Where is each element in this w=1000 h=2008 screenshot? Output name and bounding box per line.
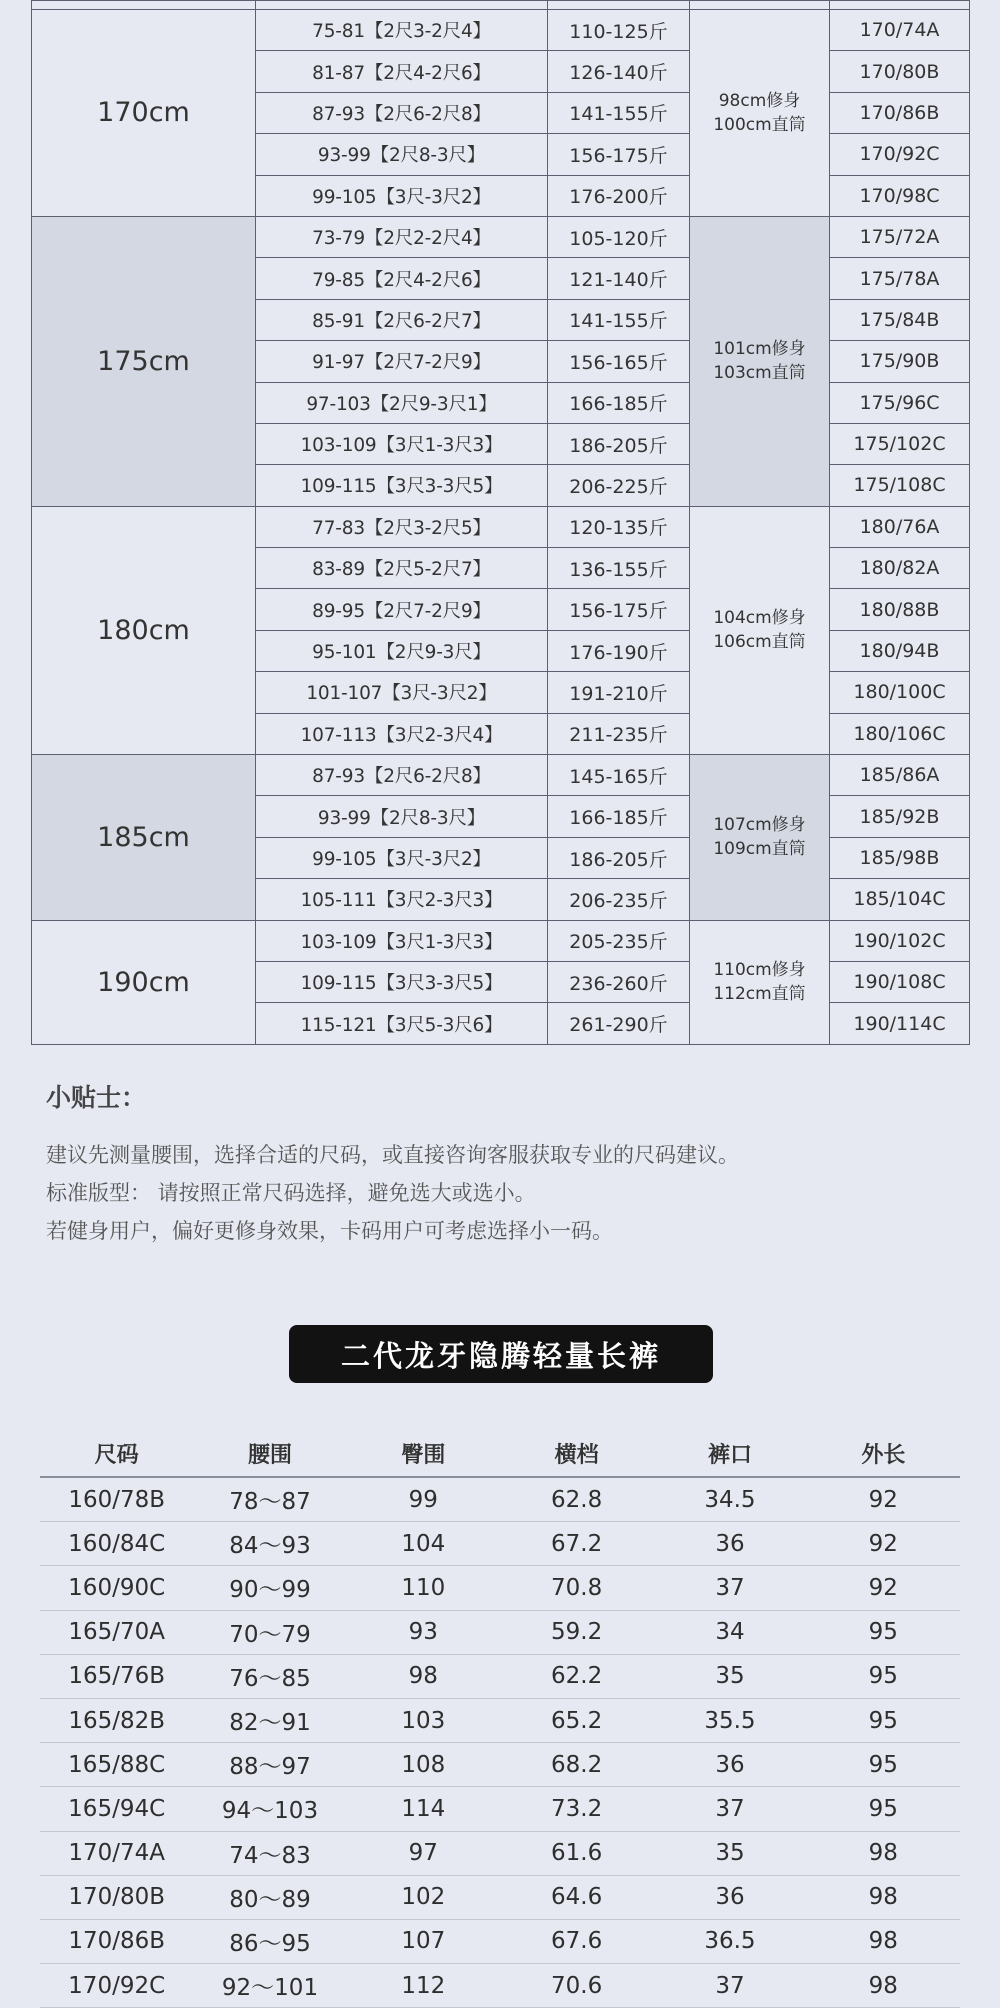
waist-cell: 81-87【2尺4-2尺6】 — [256, 51, 548, 92]
weight-cell: 120-135斤 — [548, 506, 690, 547]
leg-opening-cell: 34 — [653, 1610, 806, 1654]
waist-cell: 79-85【2尺4-2尺6】 — [256, 258, 548, 299]
waist-cell: 75-81【2尺3-2尺4】 — [256, 10, 548, 51]
weight-cell: 145-165斤 — [548, 755, 690, 796]
leg-opening-cell: 37 — [653, 1566, 806, 1610]
size-row — [32, 920, 970, 961]
waist-cell: 92～101 — [193, 1964, 346, 2008]
length-slim: 110cm修身 — [713, 960, 806, 981]
outer-length-cell: 92 — [807, 1566, 960, 1610]
waist-cell: 103-109【3尺1-3尺3】 — [256, 920, 548, 961]
waist-cell: 88～97 — [193, 1743, 346, 1787]
hip-cell: 98 — [347, 1654, 500, 1698]
weight-cell: 156-175斤 — [548, 589, 690, 630]
hip-cell: 108 — [347, 1743, 500, 1787]
size-code-cell: 175/72A — [830, 216, 970, 257]
size-cell: 165/88C — [40, 1743, 193, 1787]
waist-cell: 84～93 — [193, 1522, 346, 1566]
product-title: 二代龙牙隐腾轻量长裤 — [289, 1325, 713, 1383]
weight-cell: 186-205斤 — [548, 423, 690, 464]
table-top-edge — [32, 1, 970, 10]
weight-cell: 105-120斤 — [548, 216, 690, 257]
size-code-cell: 170/86B — [830, 92, 970, 133]
waist-cell: 82～91 — [193, 1698, 346, 1742]
header-thigh: 横档 — [500, 1430, 653, 1477]
pants-length-cell — [690, 10, 830, 217]
size-cell: 170/86B — [40, 1919, 193, 1963]
waist-cell: 93-99【2尺8-3尺】 — [256, 134, 548, 175]
size-cell: 165/70A — [40, 1610, 193, 1654]
size-row — [32, 506, 970, 547]
length-straight: 112cm直筒 — [713, 984, 806, 1005]
leg-opening-cell: 36 — [653, 1875, 806, 1919]
outer-length-cell: 98 — [807, 1919, 960, 1963]
hip-cell: 107 — [347, 1919, 500, 1963]
length-slim: 98cm修身 — [718, 90, 801, 111]
waist-cell: 70～79 — [193, 1610, 346, 1654]
table-row — [40, 1698, 960, 1742]
weight-cell: 156-175斤 — [548, 134, 690, 175]
size-code-cell: 190/114C — [830, 1003, 970, 1044]
size-code-cell: 175/84B — [830, 299, 970, 340]
height-cell: 185cm — [32, 755, 256, 921]
size-row — [32, 10, 970, 51]
size-cell: 170/74A — [40, 1831, 193, 1875]
size-code-cell: 190/102C — [830, 920, 970, 961]
header-hip: 臀围 — [347, 1430, 500, 1477]
waist-cell: 87-93【2尺6-2尺8】 — [256, 92, 548, 133]
hip-cell: 99 — [347, 1477, 500, 1522]
thigh-cell: 61.6 — [500, 1831, 653, 1875]
tips-line: 标准版型： 请按照正常尺码选择，避免选大或选小。 — [46, 1181, 536, 1205]
outer-length-cell: 92 — [807, 1522, 960, 1566]
table-row — [40, 1566, 960, 1610]
table-row — [40, 1875, 960, 1919]
length-slim: 104cm修身 — [713, 608, 806, 629]
weight-cell: 261-290斤 — [548, 1003, 690, 1044]
pants-length-cell — [690, 216, 830, 506]
waist-cell: 77-83【2尺3-2尺5】 — [256, 506, 548, 547]
size-cell: 165/82B — [40, 1698, 193, 1742]
weight-cell: 191-210斤 — [548, 672, 690, 713]
table-row — [40, 1522, 960, 1566]
length-slim: 101cm修身 — [713, 339, 806, 360]
hip-cell: 112 — [347, 1964, 500, 2008]
tips-section — [46, 1078, 966, 1250]
size-code-cell: 170/74A — [830, 10, 970, 51]
outer-length-cell: 95 — [807, 1743, 960, 1787]
size-code-cell: 185/98B — [830, 837, 970, 878]
leg-opening-cell: 36 — [653, 1522, 806, 1566]
weight-cell: 126-140斤 — [548, 51, 690, 92]
size-cell: 160/90C — [40, 1566, 193, 1610]
tips-line: 建议先测量腰围，选择合适的尺码，或直接咨询客服获取专业的尺码建议。 — [46, 1143, 739, 1167]
weight-cell: 121-140斤 — [548, 258, 690, 299]
size-code-cell: 170/92C — [830, 134, 970, 175]
waist-cell: 109-115【3尺3-3尺5】 — [256, 961, 548, 1002]
size-code-cell: 185/86A — [830, 755, 970, 796]
hip-cell: 97 — [347, 1831, 500, 1875]
thigh-cell: 70.8 — [500, 1566, 653, 1610]
weight-cell: 136-155斤 — [548, 548, 690, 589]
header-leg-opening: 裤口 — [653, 1430, 806, 1477]
waist-cell: 74～83 — [193, 1831, 346, 1875]
hip-cell: 104 — [347, 1522, 500, 1566]
weight-cell: 186-205斤 — [548, 837, 690, 878]
leg-opening-cell: 35 — [653, 1654, 806, 1698]
table-row — [40, 1743, 960, 1787]
weight-cell: 166-185斤 — [548, 382, 690, 423]
leg-opening-cell: 36 — [653, 1743, 806, 1787]
table-row — [40, 1831, 960, 1875]
leg-opening-cell: 37 — [653, 1787, 806, 1831]
size-code-cell: 175/90B — [830, 341, 970, 382]
outer-length-cell: 98 — [807, 1831, 960, 1875]
height-cell: 175cm — [32, 216, 256, 506]
leg-opening-cell: 37 — [653, 1964, 806, 2008]
waist-cell: 80～89 — [193, 1875, 346, 1919]
weight-cell: 141-155斤 — [548, 92, 690, 133]
length-straight: 109cm直筒 — [713, 839, 806, 860]
pants-length-cell — [690, 755, 830, 921]
size-code-cell: 180/76A — [830, 506, 970, 547]
outer-length-cell: 95 — [807, 1654, 960, 1698]
size-cell: 160/78B — [40, 1477, 193, 1522]
hip-cell: 103 — [347, 1698, 500, 1742]
outer-length-cell: 92 — [807, 1477, 960, 1522]
size-cell: 170/80B — [40, 1875, 193, 1919]
size-table-body — [32, 1, 970, 1045]
size-cell: 165/94C — [40, 1787, 193, 1831]
height-cell: 180cm — [32, 506, 256, 754]
waist-cell: 94～103 — [193, 1787, 346, 1831]
size-cell: 165/76B — [40, 1654, 193, 1698]
outer-length-cell: 95 — [807, 1610, 960, 1654]
weight-cell: 176-200斤 — [548, 175, 690, 216]
height-cell: 190cm — [32, 920, 256, 1044]
measurement-header-row — [40, 1430, 960, 1477]
size-code-cell: 180/88B — [830, 589, 970, 630]
thigh-cell: 62.2 — [500, 1654, 653, 1698]
thigh-cell: 65.2 — [500, 1698, 653, 1742]
hip-cell: 114 — [347, 1787, 500, 1831]
table-row — [40, 1654, 960, 1698]
length-slim: 107cm修身 — [713, 815, 806, 836]
leg-opening-cell: 34.5 — [653, 1477, 806, 1522]
waist-cell: 107-113【3尺2-3尺4】 — [256, 713, 548, 754]
weight-cell: 236-260斤 — [548, 961, 690, 1002]
thigh-cell: 64.6 — [500, 1875, 653, 1919]
thigh-cell: 67.2 — [500, 1522, 653, 1566]
size-cell: 160/84C — [40, 1522, 193, 1566]
pants-length-cell — [690, 920, 830, 1044]
hip-cell: 102 — [347, 1875, 500, 1919]
outer-length-cell: 98 — [807, 1875, 960, 1919]
size-recommendation-table — [31, 0, 970, 1045]
weight-cell: 156-165斤 — [548, 341, 690, 382]
size-code-cell: 175/108C — [830, 465, 970, 506]
waist-cell: 78～87 — [193, 1477, 346, 1522]
size-code-cell: 170/98C — [830, 175, 970, 216]
height-cell: 170cm — [32, 10, 256, 217]
table-row — [40, 1610, 960, 1654]
thigh-cell: 67.6 — [500, 1919, 653, 1963]
header-size: 尺码 — [40, 1430, 193, 1477]
thigh-cell: 73.2 — [500, 1787, 653, 1831]
waist-cell: 105-111【3尺2-3尺3】 — [256, 879, 548, 920]
weight-cell: 205-235斤 — [548, 920, 690, 961]
size-row — [32, 216, 970, 257]
size-row — [32, 755, 970, 796]
leg-opening-cell: 35.5 — [653, 1698, 806, 1742]
table-row — [40, 1477, 960, 1522]
table-row — [40, 1964, 960, 2008]
tips-title: 小贴士： — [46, 1083, 147, 1112]
size-code-cell: 180/100C — [830, 672, 970, 713]
weight-cell: 141-155斤 — [548, 299, 690, 340]
thigh-cell: 62.8 — [500, 1477, 653, 1522]
header-outer-length: 外长 — [807, 1430, 960, 1477]
waist-cell: 85-91【2尺6-2尺7】 — [256, 299, 548, 340]
header-waist: 腰围 — [193, 1430, 346, 1477]
table-row — [40, 1919, 960, 1963]
size-code-cell: 175/96C — [830, 382, 970, 423]
weight-cell: 211-235斤 — [548, 713, 690, 754]
waist-cell: 99-105【3尺-3尺2】 — [256, 175, 548, 216]
waist-cell: 95-101【2尺9-3尺】 — [256, 630, 548, 671]
size-code-cell: 175/78A — [830, 258, 970, 299]
waist-cell: 109-115【3尺3-3尺5】 — [256, 465, 548, 506]
waist-cell: 90～99 — [193, 1566, 346, 1610]
length-straight: 100cm直筒 — [713, 114, 806, 135]
weight-cell: 166-185斤 — [548, 796, 690, 837]
measurement-table-body — [40, 1477, 960, 2008]
measurement-table — [40, 1430, 960, 2008]
waist-cell: 93-99【2尺8-3尺】 — [256, 796, 548, 837]
tips-line: 若健身用户，偏好更修身效果，卡码用户可考虑选择小一码。 — [46, 1219, 613, 1243]
waist-cell: 89-95【2尺7-2尺9】 — [256, 589, 548, 630]
length-straight: 103cm直筒 — [713, 363, 806, 384]
leg-opening-cell: 36.5 — [653, 1919, 806, 1963]
waist-cell: 76～85 — [193, 1654, 346, 1698]
size-code-cell: 185/92B — [830, 796, 970, 837]
waist-cell: 73-79【2尺2-2尺4】 — [256, 216, 548, 257]
waist-cell: 101-107【3尺-3尺2】 — [256, 672, 548, 713]
table-row — [40, 1787, 960, 1831]
waist-cell: 86～95 — [193, 1919, 346, 1963]
length-straight: 106cm直筒 — [713, 632, 806, 653]
waist-cell: 83-89【2尺5-2尺7】 — [256, 548, 548, 589]
waist-cell: 99-105【3尺-3尺2】 — [256, 837, 548, 878]
pants-length-cell — [690, 506, 830, 754]
weight-cell: 176-190斤 — [548, 630, 690, 671]
size-code-cell: 180/94B — [830, 630, 970, 671]
size-code-cell: 180/82A — [830, 548, 970, 589]
weight-cell: 206-235斤 — [548, 879, 690, 920]
leg-opening-cell: 35 — [653, 1831, 806, 1875]
outer-length-cell: 95 — [807, 1787, 960, 1831]
waist-cell: 87-93【2尺6-2尺8】 — [256, 755, 548, 796]
waist-cell: 103-109【3尺1-3尺3】 — [256, 423, 548, 464]
size-code-cell: 180/106C — [830, 713, 970, 754]
waist-cell: 115-121【3尺5-3尺6】 — [256, 1003, 548, 1044]
waist-cell: 91-97【2尺7-2尺9】 — [256, 341, 548, 382]
size-code-cell: 170/80B — [830, 51, 970, 92]
size-cell: 170/92C — [40, 1964, 193, 2008]
size-code-cell: 190/108C — [830, 961, 970, 1002]
thigh-cell: 70.6 — [500, 1964, 653, 2008]
thigh-cell: 59.2 — [500, 1610, 653, 1654]
weight-cell: 110-125斤 — [548, 10, 690, 51]
hip-cell: 93 — [347, 1610, 500, 1654]
outer-length-cell: 95 — [807, 1698, 960, 1742]
size-code-cell: 185/104C — [830, 879, 970, 920]
weight-cell: 206-225斤 — [548, 465, 690, 506]
size-code-cell: 175/102C — [830, 423, 970, 464]
hip-cell: 110 — [347, 1566, 500, 1610]
waist-cell: 97-103【2尺9-3尺1】 — [256, 382, 548, 423]
outer-length-cell: 98 — [807, 1964, 960, 2008]
thigh-cell: 68.2 — [500, 1743, 653, 1787]
